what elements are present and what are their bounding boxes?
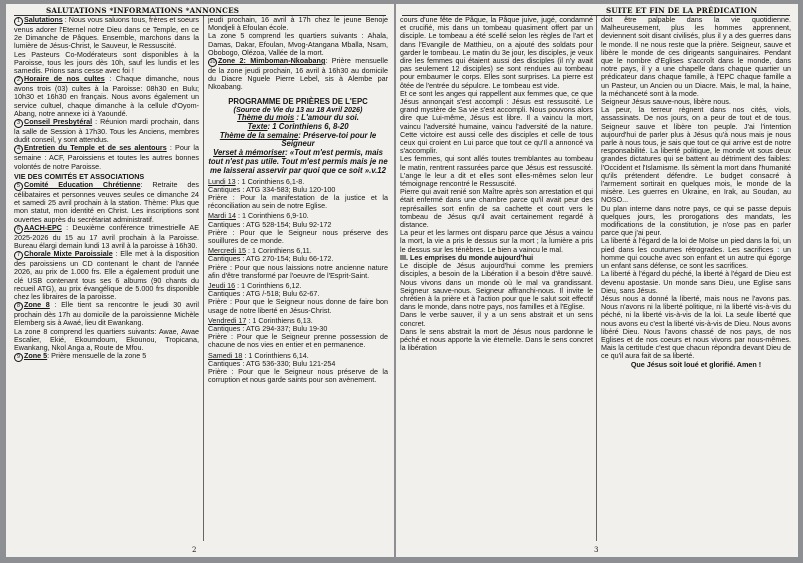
announcement-item xyxy=(14,75,199,118)
item-text: La zone 8 comprend les quartiers suivants: Awae, Awae Escalier, Ekié, Ekoumdoum, Ekounou, Tropicana, Ewankang, Nkol Anga a, Route de Mfou. xyxy=(14,326,199,353)
item-text: : Prière mensuelle de la zone 5 xyxy=(47,351,147,361)
bible-text-label: Texte xyxy=(247,121,268,131)
day-reference: : 1 Corinthiens 6,9-10. xyxy=(235,211,309,221)
item-text: : Pour la semaine : ACF, Paroissiens et toutes les autres bonnes volontés de notre Paroisse. xyxy=(14,143,199,171)
bible-text-value: : 1 Corinthiens 6, 8-20 xyxy=(267,121,349,131)
day-prayer: Prière : Pour que le Seigneur nous préserve de la corruption et nous garde saints pour son avènement. xyxy=(208,367,388,385)
item-title: Chorale Mixte Paroissiale xyxy=(24,249,113,259)
memory-verse-label: Verset à mémoriser xyxy=(213,148,286,158)
item-number: 8 xyxy=(14,302,23,311)
item-title: Salutations xyxy=(24,16,63,24)
sermon-paragraph: Les femmes, qui sont allés toutes tremblantes au tombeau le matin, rentrent rassurées parce que Jésus est ressuscité. L'ange le leur a dit et elles sont elles-mêmes selon leur témoignage rencontré le Ressuscité. xyxy=(400,154,593,189)
day-label: Lundi 13 xyxy=(208,176,236,186)
item-text: La zone 5 comprend les quartiers suivants : Ahala, Damas, Dakar, Efoulan, Mvog-Atangana Mballa, Nsam, Obobogo, Olézoa, Vallée de la mort. xyxy=(208,31,388,57)
item-title: Entretien du Temple et de ses alentours xyxy=(24,143,167,153)
item-title: Zone 5 xyxy=(24,351,48,361)
day-prayer: Prière : Pour la manifestation de la justice et la réconciliation au sein de notre Eglise. xyxy=(208,193,388,211)
memory-verse xyxy=(208,149,388,175)
day-label: Mardi 14 xyxy=(208,211,236,221)
day-songs: Cantiques : ATG 528-154; Bulu 92-172 xyxy=(208,219,332,229)
page-header: SUITE ET FIN DE LA PRÉDICATION xyxy=(606,6,758,15)
sermon-paragraph: La liberté à l'égard de la loi de Moïse un pied dans la foi, un pied dans les coutumes rétrogrades. Les sacrifices : un homme qui couche avec son enfant et un autre qui égorge un enfant sans défense, ce sont les sacrifices. xyxy=(601,236,791,271)
item-number: 3 xyxy=(14,119,23,128)
day-songs: Cantiques : ATG 536-330; Bulu 121-254 xyxy=(208,358,336,368)
day-songs: Cantiques : ATG 334-583; Bulu 120-100 xyxy=(208,184,336,194)
item-text: : Nous vous saluons tous, frères et soeurs venus adorer l'Eternel notre Dieu dans ce Temple, en ce 2e Dimanche de Pâques. Ensemble, marchons dans la lumière de Jésus-Christ, le Sauveur, le Ressuscité. xyxy=(14,16,199,51)
page-header: SALUTATIONS *INFORMATIONS *ANNONCES xyxy=(46,6,240,15)
page-number: 2 xyxy=(192,546,197,554)
day-reference: : 1 Corinthiens 6,14. xyxy=(242,350,309,360)
item-title: Zone 2: Mimboman-Nkoabang xyxy=(218,56,326,66)
sermon-paragraph: La peur et les larmes ont disparu parce que Jésus a vaincu la mort, la vie a pris le dessus sur la mort ; la lumière a pris le dessus sur les ténèbres. Le bien a vaincu le mal. xyxy=(400,228,593,254)
theme-of-week-label: Thème de la semaine xyxy=(219,130,299,140)
memory-verse-value: : «Tout m'est permis, mais tout n'est pas utile. Tout m'est permis mais je ne me laisserai asservir par quoi que ce soit ».v.12 xyxy=(208,148,388,175)
theme-of-week-value: : Préserve-toi pour le Seigneur xyxy=(281,130,377,149)
announcement-item xyxy=(14,118,199,144)
day-label: Jeudi 16 xyxy=(208,281,236,291)
announcements-column xyxy=(14,16,199,541)
announcement-item xyxy=(14,328,199,353)
item-number: 7 xyxy=(14,251,23,260)
day-prayer: Prière : Pour que le Seigneur prenne possession de chacune de nos vies en entier et en permanence. xyxy=(208,332,388,350)
announcement-item xyxy=(208,16,388,32)
bulletin-page-right xyxy=(396,4,798,557)
sermon-paragraph: Seigneur Jésus sauve-nous, libère nous. xyxy=(601,97,731,107)
column-divider xyxy=(596,16,597,541)
sermon-paragraph: Dans le verbe sauver, il y a un sens abstrait et un sens concret. xyxy=(400,310,593,328)
sermon-paragraph: La peur, la terreur règnent dans nos cités, viols, assassinats. De nos jours, on a peur de tout et de tous. Seigneur sauve et libère ton peuple. J'ai l'intention aujourd'hui de parler plus à Jésus qu'à nous mais je nous parle à nous tous, je sais que tout ce qui arrive est de notre responsabilité. La liberté politique, le monde vit sous deux grandes dictatures qui se battent au détriment des faibles: l'Occident et l'Islamisme. Ils sèment la mort dans l'humanité qu'ils prétendent défendre. Le budget consacré à l'armement sortirait en quelques mois, le monde de la misère. Les guerres en Ukraine, en Irak, au Soudan, au NOSO... xyxy=(601,105,791,205)
item-number: 10 xyxy=(209,59,216,66)
announcement-item xyxy=(14,51,199,76)
announcement-item xyxy=(208,32,388,57)
item-title: Horaire de nos cultes xyxy=(24,74,105,84)
item-title: Conseil Presbytéral xyxy=(24,117,93,127)
day-label: Mercredi 15 xyxy=(208,246,246,256)
day-label: Samedi 18 xyxy=(208,350,243,360)
item-text: : Elle met à la disposition des paroissiens un CD contenant le chant de l'année 2026, au prix de 1.000 frs. Elle a également produit une clé USB contenant tous ses 6 albums (90 chants du recueil ATG), au prix évangélique de 5.000 frs disponible chez les libraires de la paroisse. xyxy=(14,249,199,302)
day-prayer: Prière : Pour que nous laissions notre ancienne nature afin d'être transformé par l'oeuvre de l'Esprit-Saint. xyxy=(208,262,388,280)
item-title: Comité Education Chrétienne xyxy=(24,180,141,190)
item-title: AACH-EPC xyxy=(24,222,62,232)
day-reference: : 1 Corinthiens 6,12. xyxy=(235,281,302,291)
day-prayer: Prière : Pour que le Seigneur nous préserve des souillures de ce monde. xyxy=(208,227,388,246)
announcement-item xyxy=(14,181,199,224)
theme-of-month-value: : L'amour du soi. xyxy=(294,113,359,123)
day-reference: : 1 Corinthiens 6,13. xyxy=(246,315,313,325)
day-label: Vendredi 17 xyxy=(208,315,247,325)
day-prayer: Prière : Pour que le Seigneur nous donne de faire bon usage de notre liberté en Jésus-Christ. xyxy=(208,297,388,315)
sermon-paragraph: doit être palpable dans la vie quotidienne. Malheureusement, plus les hommes apprennent, deviennent soit disant civilisés, plus il y a des guerres dans le monde. Il ne nous reste que la prière. Seigneur, sauve et libère le monde de ces dirigeants sanguinaires. Pendant que le nombre d'Eglises s'accroît dans le monde, dans notre pays, il y a une chapelle dans chaque quartier un prédicateur dans chaque famille, à l'EPC chaque famille a un Pasteur, un Ancien ou un Diacre. Mais, le mal, la haine, la méchanceté sont à la mode. xyxy=(601,16,791,98)
prayer-program-column xyxy=(208,16,388,541)
page-number: 3 xyxy=(594,546,599,554)
item-text: : Chaque dimanche, nous avons trois (03) cultes à la Paroisse: 08h30 en Bulu; 10h30 et 16h30 en français. Nous avons également un service cultuel, chaque dimanche à la cellule d'Oyom-Abang, notre annexe ici à Yaoundé. xyxy=(14,74,199,118)
sermon-paragraph: Jésus nous a donné la liberté, mais nous ne l'avons pas. Nous n'avons ni la liberté politique, ni la liberté vis-à-vis du péché, ni la liberté vis-à-vis de la loi. La seule liberté que nous avons eu c'est la liberté vis-à-vis de Dieu. Nous avons libéré Dieu. Nous l'avons chassé de nos pays, de nos Eglises et de nos coeurs et nous vivons par nous-mêmes. Mais la certitude c'est que chacun répondra devant Dieu de ce qu'il aura fait de sa liberté. xyxy=(601,293,791,361)
sermon-column-2 xyxy=(601,16,791,541)
bulletin-page-left xyxy=(6,4,394,557)
item-number: 9 xyxy=(14,353,23,362)
section-heading: VIE DES COMITÉS ET ASSOCIATIONS xyxy=(14,171,145,181)
item-number: 2 xyxy=(14,76,23,85)
closing-line: Que Jésus soit loué et glorifié. Amen ! xyxy=(630,359,762,369)
item-number: 6 xyxy=(14,225,23,234)
announcement-item xyxy=(208,57,388,92)
column-divider xyxy=(203,16,204,541)
theme-of-month-label: Thème du mois xyxy=(237,113,295,123)
item-text: : Retraite des célibataires et personnes veuves seules ce dimanche 24 et samedi 25 avril prochain à la station. Thème: Plus que mon statut, mon identité en Christ. Les inscriptions sont ouvertes auprès du secrétariat administratif. xyxy=(14,180,199,224)
sermon-paragraph: Du plan interne dans notre pays, ce qui se passe depuis quelques jours, les prorogations des mandats, les modifications de la constitution, je n'ose pas en parler parce que j'ai peur. xyxy=(601,203,791,238)
program-subtitle: (Source de Vie du 13 au 18 Avril 2026) xyxy=(233,104,363,114)
announcement-item xyxy=(14,144,199,170)
announcement-item xyxy=(14,224,199,250)
day-songs: Cantiques : ATG 294-337; Bulu 19-30 xyxy=(208,324,328,334)
sermon-column-1 xyxy=(400,16,593,541)
item-text: Les Pasteurs Co-Modérateurs sont disponibles à la Paroisse, tous les jours dès 10h, sauf les lundis et les samedis. Prions sans cesse avec foi ! xyxy=(14,49,199,76)
announcement-item xyxy=(14,250,199,301)
day-songs: Cantiques : ATG /-518; Bulu 62-67. xyxy=(208,289,320,299)
sermon-paragraph: cours d'une fête de Pâque, la Pâque juive, jugé, condamné et crucifié, mis dans un tombeau quasiment offert par un disciple. Le tombeau a été scellé selon les règles de l'art et dans l'Evangile de Matthieu, on a ajouté des soldats pour garder le tombeau. Le matin du 3e jour, les disciples, je veux dire les femmes qui étaient aussi des disciples (il n'y avait pas seulement 12 disciples) se sont rendues au tombeau pour embaumer le corps. Elles sont surprises. La pierre est ôtée de l'entrée du sépulcre. Le tombeau est vide. xyxy=(400,16,593,90)
day-reference: : 1 Corinthiens 6,1-8. xyxy=(235,176,305,186)
item-text: : Deuxième conférence trimestrielle AE 2025-2026 du 15 au 17 avril prochain à la Paroisse. Bureau élargi demain lundi 13 avril à la paroisse à 16h30. xyxy=(14,222,199,251)
sermon-section-heading: III. Les emprises du monde aujourd'hui xyxy=(400,252,534,262)
sermon-paragraph: Le disciple de Jésus aujourd'hui comme les premiers disciples, a besoin de la Libération il a besoin d'être sauvé. Nous vivons dans un monde où le mal va grandissant. Seigneur sauve-nous. Seigneur affranchi-nous. Il invite le chrétien à la prière et à l'action pour que le salut soit effectif dans le monde, dans notre pays, nos familles et à l'Eglise. xyxy=(400,261,593,312)
item-text: : Elle tient sa rencontre le jeudi 30 avril prochain dès 17h au domicile de la paroissienne Michèle Elemberg sis à Awaé, lieu dit Ewankang. xyxy=(14,300,199,328)
theme-of-week xyxy=(208,132,388,150)
announcement-item xyxy=(14,352,199,362)
item-title: Zone 8 xyxy=(24,300,50,310)
program-title: PROGRAMME DE PRIÈRES DE L'EPC xyxy=(228,96,368,106)
day-reference: : 1 Corinthiens 6,11. xyxy=(245,246,312,256)
sermon-paragraph: Et ce sont les anges qui rappellent aux femmes que, ce que Jésus annonçait s'est accompli : Jésus est ressuscité. Le grand mystère de Sa vie s'est accompli. Nous pouvons alors dire que Lui-même, Jésus est libre. Il a vaincu la mort, vaincu l'adversité humaine, vaincu l'adversité de la nature. Cette victoire est aussi celle des disciples et celle de tous ceux qui croient en Lui parce que tout ce qu'Il a annoncé va s'accomplir. xyxy=(400,88,593,156)
item-text: jeudi prochain, 16 avril à 17h chez le jeune Benoje Mondjeli à Efoulan école. xyxy=(208,16,388,33)
item-number: 4 xyxy=(14,145,23,154)
announcement-item xyxy=(14,16,199,51)
item-number: 5 xyxy=(14,182,23,191)
sermon-paragraph: La liberté à l'égard du péché, la liberté à l'égard de Dieu est devenu apostasie. Un monde sans Dieu, une Eglise sans Dieu, sans Jésus. xyxy=(601,269,791,295)
announcement-item xyxy=(14,301,199,327)
day-songs: Cantiques : ATG 270-154; Bulu 66-172. xyxy=(208,254,334,264)
item-number: 1 xyxy=(14,17,23,26)
sermon-paragraph: Dans le sens abstrait la mort de Jésus nous pardonne le péché et nous apporte la vie éternelle. Dans le sens concret la libération xyxy=(400,326,593,353)
item-text: : Prière mensuelle de la zone jeudi prochain, 16 avril à 16h30 au domicile du Diacre Nguele Pierre Lebel, sis à Alembe par Nkoabang. xyxy=(208,56,388,92)
sermon-paragraph: Pierre qui avait renié son Maître après son arrestation et qui était enfermé dans une chambre parce qu'il avait peur des représailles sort enfin de sa cachette et court vers le tombeau de Jésus qu'il avait certainement regardé à distance. xyxy=(400,187,593,230)
item-text: : Réunion mardi prochain, dans la salle de Session à 17h30. Tous les Anciens, membres dudit conseil, y sont attendus. xyxy=(14,117,199,145)
